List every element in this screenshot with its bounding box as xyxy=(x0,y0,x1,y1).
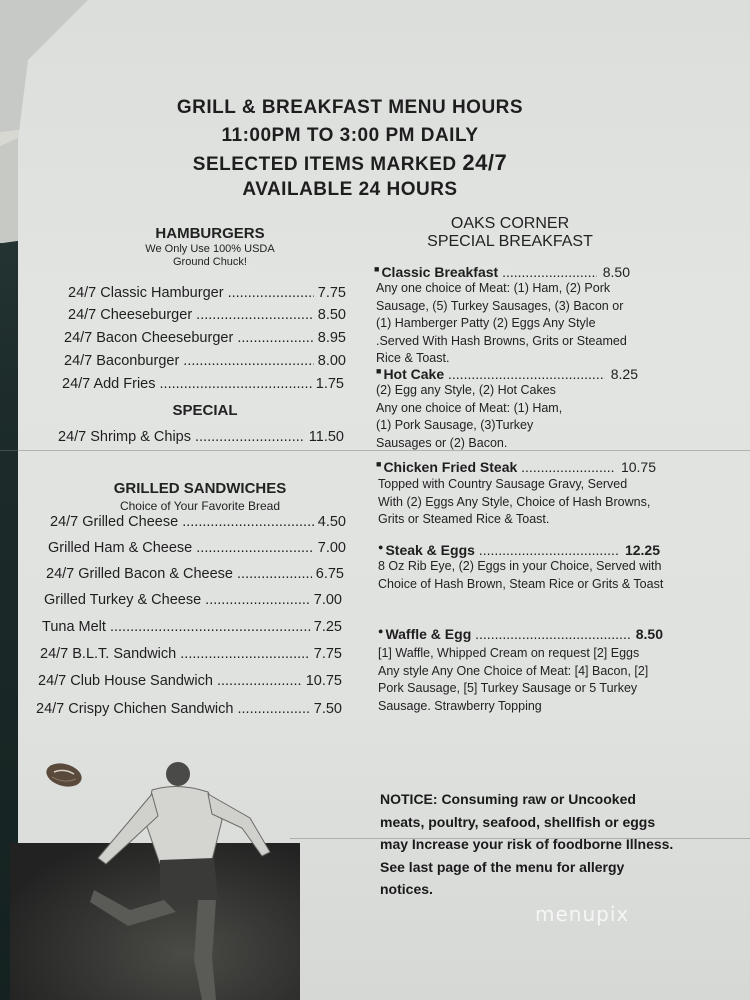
menu-item: 24/7 Cheeseburger ..... 8.50 xyxy=(68,307,346,323)
menu-item: 24/7 Bacon Cheeseburger ..... 8.95 xyxy=(64,330,346,346)
breakfast-item-desc: [1] Waffle, Whipped Cream on request [2] Eggs Any style Any One Choice of Meat: [4] Bacon, [2] Pork Sausage, [5] Turkey Sausage or 5 Turkey Sausage. Strawberry Topping xyxy=(378,646,649,713)
menu-item: Grilled Turkey & Cheese ..... 7.00 xyxy=(44,592,342,608)
menu-item: 24/7 Grilled Cheese ..... 4.50 xyxy=(50,514,346,530)
breakfast-item-desc: Topped with Country Sausage Gravy, Served With (2) Eggs Any Style, Choice of Hash Browns, Grits or Steamed Rice & Toast. xyxy=(378,477,651,526)
breakfast-title-1: OAKS CORNER xyxy=(450,215,570,232)
menu-item: Tuna Melt ..... 7.25 xyxy=(42,619,342,635)
hamburgers-note-1: We Only Use 100% USDA xyxy=(145,243,275,255)
breakfast-item-title: ● Waffle & Egg ..... 8.50 xyxy=(378,626,663,642)
breakfast-title-2: SPECIAL BREAKFAST xyxy=(427,233,593,250)
available-24-hours: AVAILABLE 24 HOURS xyxy=(242,179,458,200)
hamburgers-note-2: Ground Chuck! xyxy=(173,256,247,268)
menu-item: 24/7 Club House Sandwich ..... 10.75 xyxy=(38,673,342,689)
special-title: SPECIAL xyxy=(172,402,238,419)
breakfast-item-title: ■ Classic Breakfast ..... 8.50 xyxy=(374,264,630,280)
football-icon xyxy=(44,760,84,790)
hamburgers-title: HAMBURGERS xyxy=(155,225,265,242)
menu-item: 24/7 Grilled Bacon & Cheese ..... 6.75 xyxy=(46,566,344,582)
menu-item: 24/7 Shrimp & Chips ..... 11.50 xyxy=(58,429,344,445)
breakfast-item-title: ■ Hot Cake ..... 8.25 xyxy=(376,366,638,382)
breakfast-item-title: ● Steak & Eggs ..... 12.25 xyxy=(378,542,660,558)
menu-item: 24/7 Crispy Chichen Sandwich ..... 7.50 xyxy=(36,701,342,717)
breakfast-item-desc: Any one choice of Meat: (1) Ham, (2) Pork Sausage, (5) Turkey Sausages, (3) Bacon or (1) Hamberger Patty (2) Eggs Any Style .Served With Hash Browns, Grits or Steamed Rice & Toast. xyxy=(376,281,627,365)
menu-item: 24/7 Classic Hamburger ..... 7.75 xyxy=(68,285,346,301)
breakfast-item-desc: (2) Egg any Style, (2) Hot Cakes Any one choice of Meat: (1) Ham, (1) Pork Sausage, (3)Turkey Sausages or (2) Bacon. xyxy=(376,383,563,450)
sandwiches-note: Choice of Your Favorite Bread xyxy=(119,499,281,513)
menu-hours-time: 11:00PM TO 3:00 PM DAILY xyxy=(221,125,479,146)
fold-line xyxy=(0,450,750,451)
allergy-notice: NOTICE: Consuming raw or Uncooked meats, poultry, seafood, shellfish or eggs may Increase your risk of foodborne Illness. See last page of the menu for allergy notices. xyxy=(380,791,674,897)
menu-item: Grilled Ham & Cheese ..... 7.00 xyxy=(48,540,346,556)
selected-items-note: SELECTED ITEMS MARKED 24/7 xyxy=(192,150,508,175)
breakfast-item-desc: 8 Oz Rib Eye, (2) Eggs in your Choice, Served with Choice of Hash Brown, Steam Rice or Grits & Toast xyxy=(378,559,664,591)
menu-item: 24/7 B.L.T. Sandwich ..... 7.75 xyxy=(40,646,342,662)
menupix-watermark: menupix xyxy=(535,902,630,926)
menu-item: 24/7 Baconburger ..... 8.00 xyxy=(64,353,346,369)
football-player-illustration xyxy=(90,760,290,1000)
breakfast-item-title: ■ Chicken Fried Steak ..... 10.75 xyxy=(376,459,656,475)
menu-hours-title: GRILL & BREAKFAST MENU HOURS xyxy=(176,97,524,118)
sandwiches-title: GRILLED SANDWICHES xyxy=(113,480,287,497)
menu-item: 24/7 Add Fries ..... 1.75 xyxy=(62,376,344,392)
